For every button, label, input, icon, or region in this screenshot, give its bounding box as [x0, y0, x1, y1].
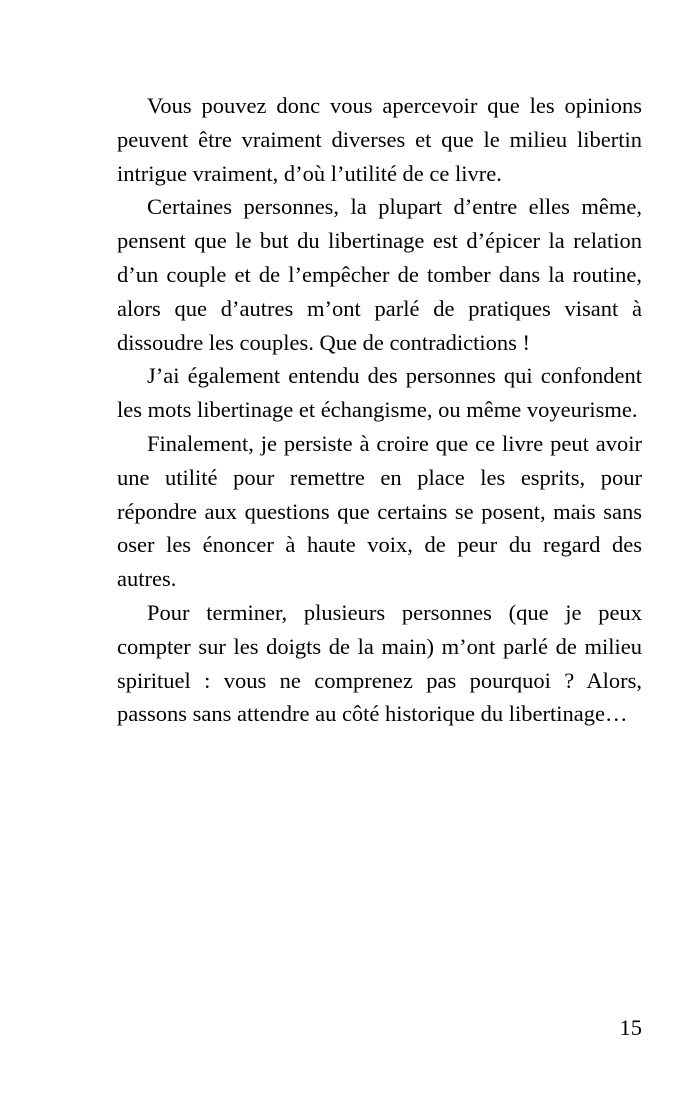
paragraph-2: Certaines personnes, la plupart d’entre elles même, pensent que le but du libertinage est d’épicer la relation d’un couple et de l’empêcher de tomber dans la routine, alors que d’autres m’ont parlé de pratiques visant à dissoudre les couples. Que de contradictions ! — [117, 194, 642, 355]
paragraph-3: J’ai également entendu des personnes qui confondent les mots libertinage et échangisme, ou même voyeurisme. — [117, 363, 642, 423]
page-number: 15 — [619, 1015, 642, 1040]
body-text — [117, 89, 642, 731]
paragraph-1: Vous pouvez donc vous apercevoir que les opinions peuvent être vraiment diverses et que le milieu libertin intrigue vraiment, d’où l’utilité de ce livre. — [117, 93, 642, 186]
paragraph-5: Pour terminer, plusieurs personnes (que je peux compter sur les doigts de la main) m’ont parlé de milieu spirituel : vous ne comprenez pas pourquoi ? Alors, passons sans attendre au côté historique du libertinage… — [117, 599, 642, 727]
paragraph-4: Finalement, je persiste à croire que ce livre peut avoir une utilité pour remettre en place les esprits, pour répondre aux questions que certains se posent, mais sans oser les énoncer à haute voix, de peur du regard des autres. — [117, 430, 642, 592]
